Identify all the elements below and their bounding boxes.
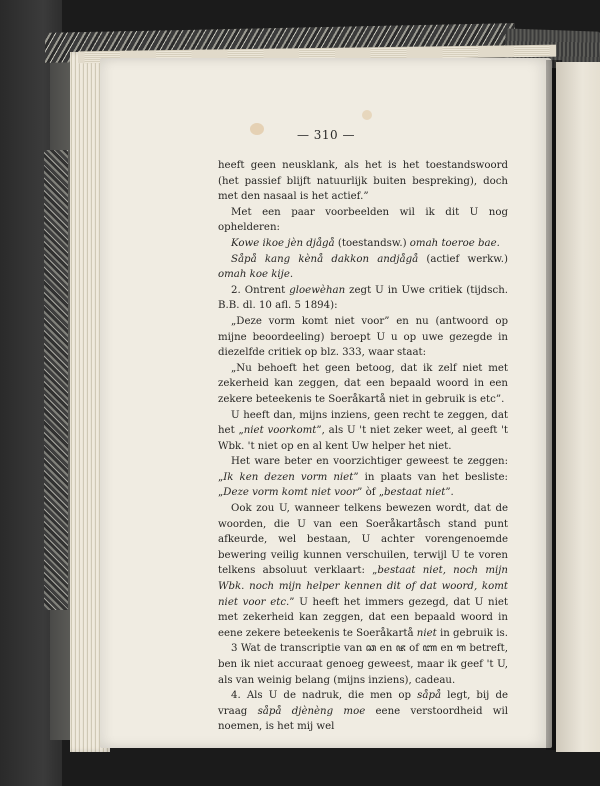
paragraph: Het ware beter en voorzichtiger geweest te zeggen: „Ik ken dezen vorm niet” in plaats van het besliste: „Deze vorm komt niet voor” òf „bestaat niet”. (218, 456, 508, 499)
paragraph: „Nu behoeft het geen betoog, dat ik zelf niet met zekerheid kan zeggen, dat een bepaald woord in een zekere beteekenis te Soeråkartå niet in gebruik is etc”. (218, 362, 508, 405)
paragraph: Met een paar voorbeelden wil ik dit U nog ophelderen: (218, 206, 508, 234)
marbled-cover-strip (44, 150, 68, 610)
paragraph: U heeft dan, mijns inziens, geen recht te zeggen, dat het „niet voorkomt”, als U 't niet zeker weet, al geeft 't Wbk. 't niet op en al kent Uw helper het niet. (218, 409, 508, 452)
paragraph: 2. Ontrent gloewèhan zegt U in Uwe critiek (tijdsch. B.B. dl. 10 afl. 5 1894): (218, 284, 508, 312)
paragraph: „Deze vorm komt niet voor” en nu (antwoord op mijne beoordeeling) beroept U u op uwe gezegde in diezelfde critiek op blz. 333, waar staat: (218, 315, 508, 359)
foxing-stain (362, 110, 372, 120)
example-line: Kowe ikoe jèn djågå (toestandsw.) omah toeroe bae. (231, 237, 500, 249)
example-line: Såpå kang kènå dakkon andjågå (actief werkw.) omah koe kije. (218, 253, 509, 281)
page-number: — 310 — (296, 128, 356, 142)
paragraph: heeft geen neusklank, als het is het toestandswoord (het passief blijft natuurlijk buiten bespreking), doch met den nasaal is het actief.” (218, 160, 508, 203)
paragraph: Ook zou U, wanneer telkens bewezen wordt, dat de woorden, die U van een Soeråkartåsch stand punt afkeurde, wel bestaan, U achter vorengenoemde bewering veilig kunnen verschuilen, terwijl U te voren telkens absoluut verklaart: „bestaat niet, noch mijn Wbk. noch mijn helper kennen dit of dat woord, komt niet voor etc.” U heeft het immers gezegd, dat U niet met zekerheid kan zeggen, dat een bepaald woord in eene zekere beteekenis te Soeråkartå niet in gebruik is. (218, 503, 508, 639)
paragraph: 4. Als U de nadruk, die men op såpå legt, bij de vraag såpå djènèng moe eene verstoordheid wil noemen, is het mij wel (218, 690, 508, 733)
paragraph: 3 Wat de transcriptie van ꦕ en ꦗ of ꦚ en ꦒ betreft, ben ik niet accuraat genoeg geweest, maar ik geef 't U, als van weinig belang (mijns inziens), cadeau. (218, 643, 508, 686)
facing-page-edge (556, 62, 600, 752)
page-body (218, 158, 508, 735)
